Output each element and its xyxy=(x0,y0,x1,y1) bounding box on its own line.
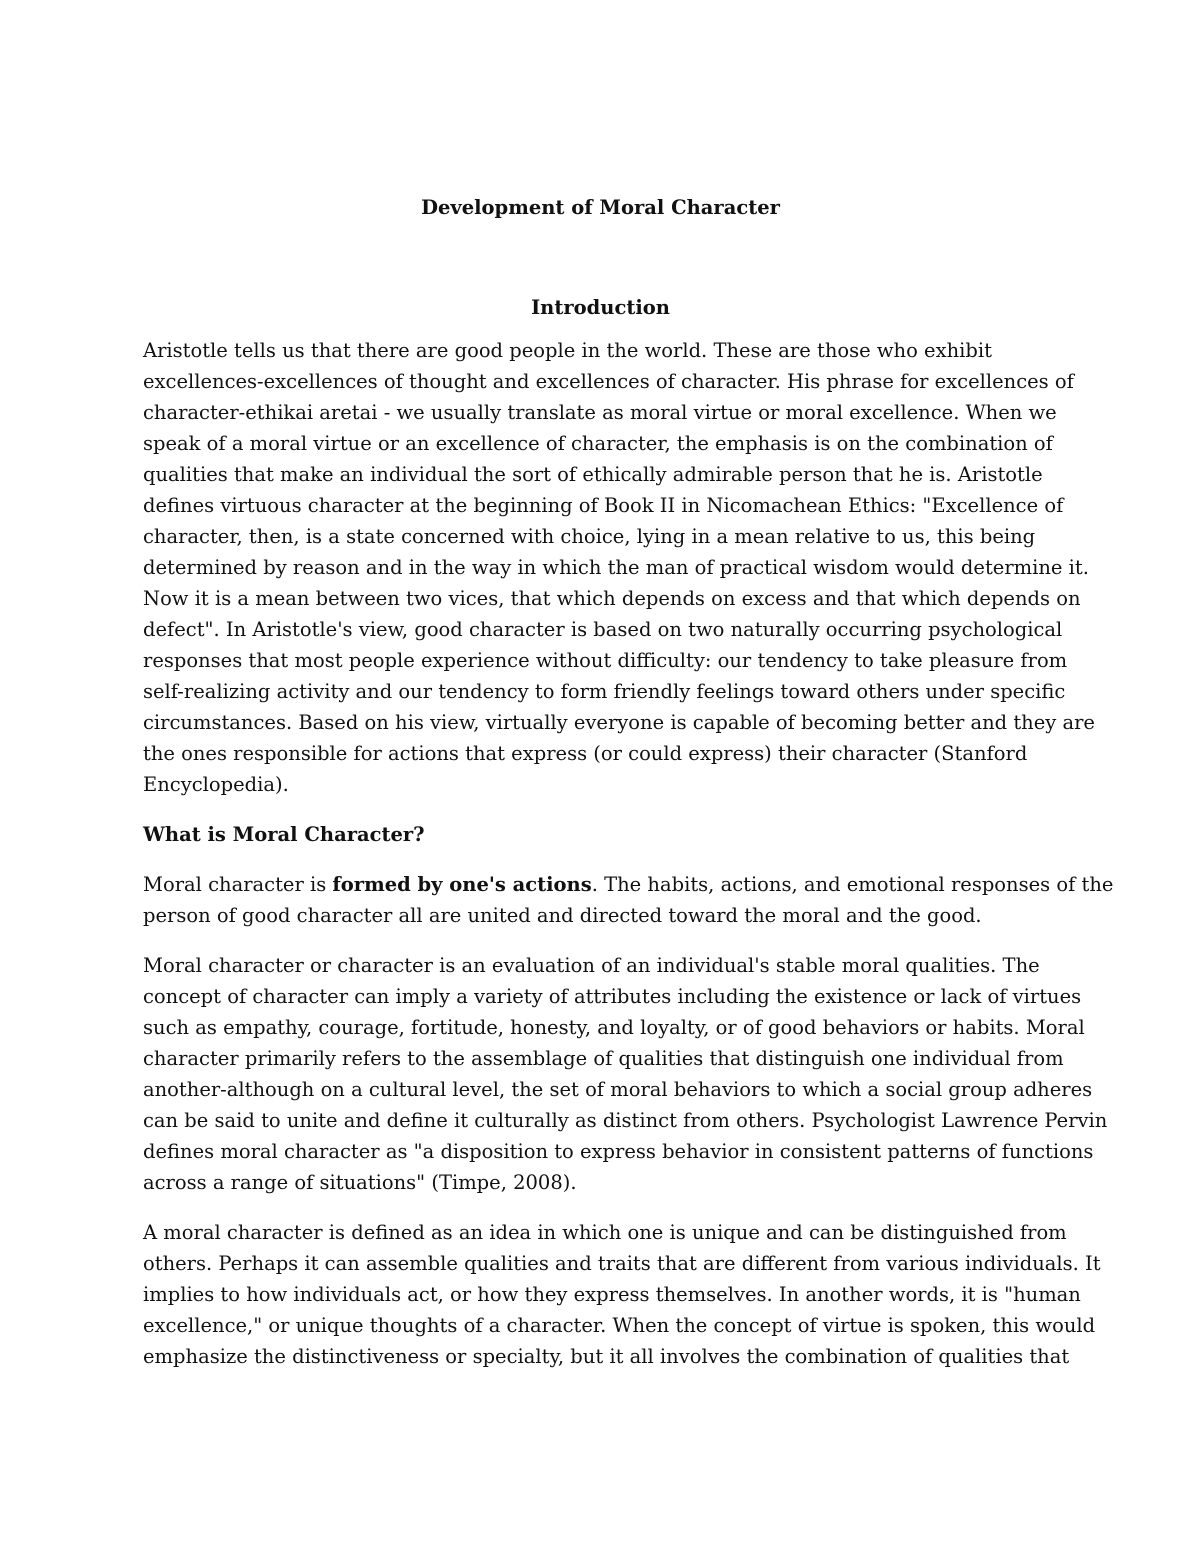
text-line: character primarily refers to the assemblage of qualities that distinguish one individual from xyxy=(143,1047,1064,1070)
moral-character-paragraph-1 xyxy=(143,869,1114,931)
text-line: self-realizing activity and our tendency to form friendly feelings toward others under specific xyxy=(143,680,1066,703)
moral-character-paragraph-2 xyxy=(143,950,1108,1198)
text-line: across a range of situations" (Timpe, 2008). xyxy=(143,1171,577,1194)
text-line: excellence," or unique thoughts of a character. When the concept of virtue is spoken, this would xyxy=(143,1314,1096,1337)
text-line: excellences-excellences of thought and excellences of character. His phrase for excellences of xyxy=(143,370,1074,393)
text-line: speak of a moral virtue or an excellence of character, the emphasis is on the combination of xyxy=(143,432,1053,455)
text-line: defines moral character as "a disposition to express behavior in consistent patterns of functions xyxy=(143,1140,1094,1163)
moral-character-paragraph-3 xyxy=(143,1217,1101,1372)
text-line: circumstances. Based on his view, virtually everyone is capable of becoming better and they are xyxy=(143,711,1095,734)
text-line: responses that most people experience without difficulty: our tendency to take pleasure from xyxy=(143,649,1068,672)
text-line: can be said to unite and define it culturally as distinct from others. Psychologist Lawrence Pervin xyxy=(143,1109,1108,1132)
text-line: character-ethikai aretai - we usually translate as moral virtue or moral excellence. When we xyxy=(143,401,1057,424)
text-line: character, then, is a state concerned with choice, lying in a mean relative to us, this being xyxy=(143,525,1036,548)
text-line: determined by reason and in the way in which the man of practical wisdom would determine it. xyxy=(143,556,1089,579)
text-line: qualities that make an individual the sort of ethically admirable person that he is. Aristotle xyxy=(143,463,1043,486)
text-line xyxy=(143,869,1114,900)
text-line: implies to how individuals act, or how they express themselves. In another words, it is "human xyxy=(143,1283,1081,1306)
text-line: concept of character can imply a variety of attributes including the existence or lack of virtues xyxy=(143,985,1082,1008)
text-line: defect". In Aristotle's view, good character is based on two naturally occurring psychological xyxy=(143,618,1063,641)
text-line: such as empathy, courage, fortitude, honesty, and loyalty, or of good behaviors or habits. Moral xyxy=(143,1016,1085,1039)
introduction-heading: Introduction xyxy=(531,296,670,319)
text-line: Encyclopedia). xyxy=(143,773,289,796)
text-line: another-although on a cultural level, the set of moral behaviors to which a social group adheres xyxy=(143,1078,1093,1101)
text-run: . The habits, actions, and emotional responses of the xyxy=(591,873,1114,896)
text-line: emphasize the distinctiveness or specialty, but it all involves the combination of qualities that xyxy=(143,1345,1070,1368)
text-run: Moral character is xyxy=(143,873,333,896)
introduction-paragraph xyxy=(143,335,1095,800)
document-content xyxy=(143,192,1114,1391)
text-line: Now it is a mean between two vices, that which depends on excess and that which depends on xyxy=(143,587,1081,610)
text-line: person of good character all are united and directed toward the moral and the good. xyxy=(143,904,982,927)
moral-character-heading: What is Moral Character? xyxy=(143,823,425,846)
text-line: others. Perhaps it can assemble qualities and traits that are different from various individuals. It xyxy=(143,1252,1101,1275)
text-line: the ones responsible for actions that express (or could express) their character (Stanford xyxy=(143,742,1028,765)
document-title: Development of Moral Character xyxy=(421,196,780,219)
text-line: Moral character or character is an evaluation of an individual's stable moral qualities. The xyxy=(143,954,1040,977)
bold-phrase: formed by one's actions xyxy=(332,873,592,896)
text-line: A moral character is defined as an idea in which one is unique and can be distinguished from xyxy=(143,1221,1067,1244)
text-line: defines virtuous character at the beginning of Book II in Nicomachean Ethics: "Excellence of xyxy=(143,494,1064,517)
text-line: Aristotle tells us that there are good people in the world. These are those who exhibit xyxy=(143,339,992,362)
